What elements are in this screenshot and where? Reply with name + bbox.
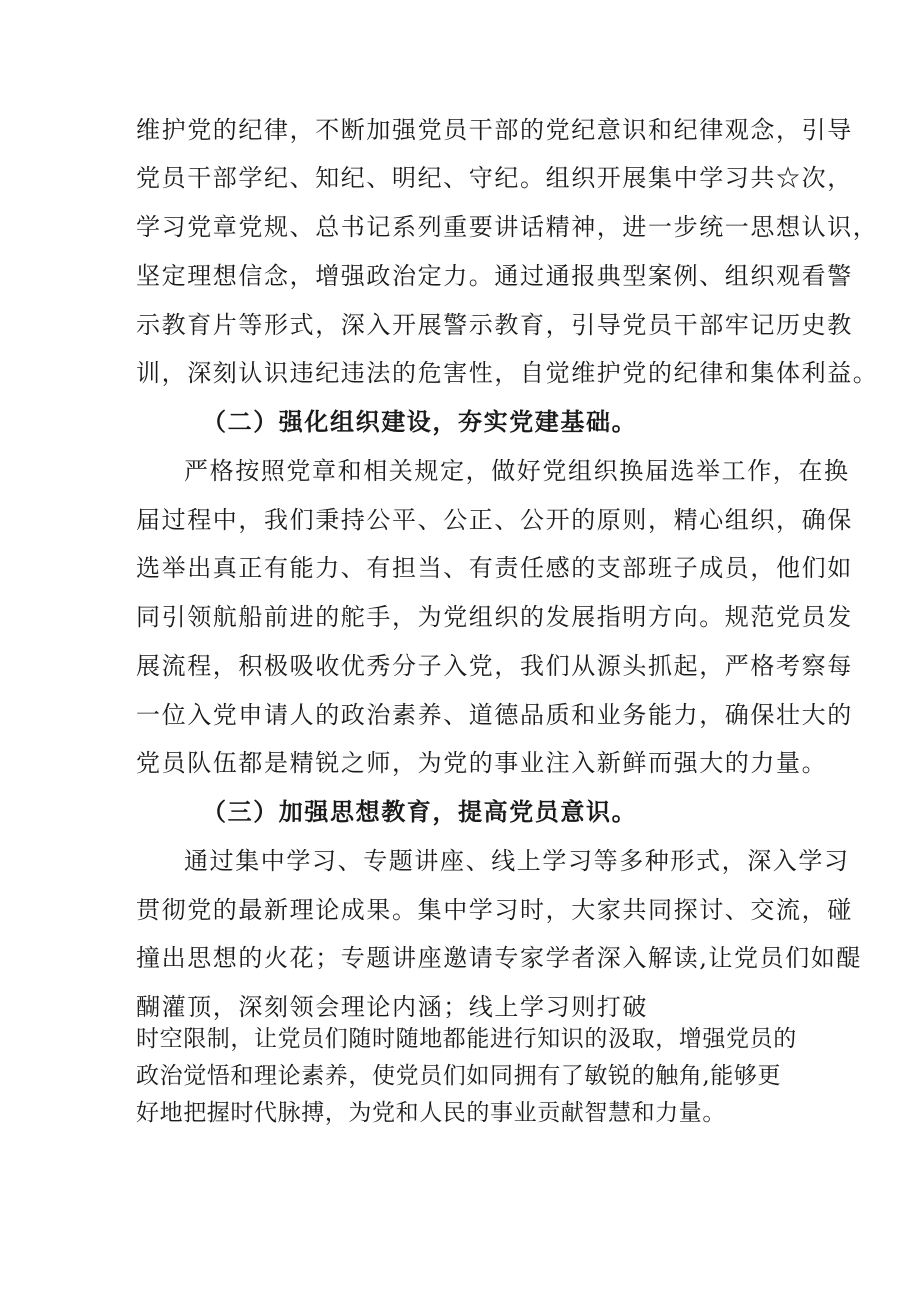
- para3-tail-line-3: 好地把握时代脉搏，为党和人民的事业贡献智慧和力量。: [136, 1100, 726, 1126]
- para2-line-7: 党员队伍都是精锐之师，为党的事业注入新鲜而强大的力量。: [136, 749, 828, 777]
- para1-line-2: 党员干部学纪、知纪、明纪、守纪。组织开展集中学习共☆次，: [136, 164, 853, 192]
- para2-line-5: 展流程，积极吸收优秀分子入党，我们从源头抓起，严格考察每: [136, 652, 853, 680]
- para1-line-1: 维护党的纪律，不断加强党员干部的党纪意识和纪律观念，引导: [136, 116, 853, 144]
- para2-line-3: 选举出真正有能力、有担当、有责任感的支部班子成员，他们如: [136, 554, 853, 582]
- para2-line-6: 一位入党申请人的政治素养、道德品质和业务能力，确保壮大的: [136, 701, 853, 729]
- para3-line-1: 通过集中学习、专题讲座、线上学习等多种形式，深入学习: [184, 847, 850, 875]
- para2-line-2: 届过程中，我们秉持公平、公正、公开的原则，精心组织，确保: [136, 506, 853, 534]
- section-heading-3: （三）加强思想教育，提高党员意识。: [202, 797, 638, 826]
- para3-tail-line-1: 时空限制，让党员们随时随地都能进行知识的汲取，增强党员的: [136, 1026, 797, 1052]
- para1-line-3: 学习党章党规、总书记系列重要讲话精神，进一步统一思想认识，: [136, 213, 879, 241]
- para3-tail-line-2: 政治觉悟和理论素养，使党员们如同拥有了敏锐的触角,能够更: [136, 1063, 782, 1089]
- para1-line-5: 示教育片等形式，深入开展警示教育，引导党员干部牢记历史教: [136, 311, 853, 339]
- para2-line-4: 同引领航船前进的舵手，为党组织的发展指明方向。规范党员发: [136, 603, 853, 631]
- para1-line-6: 训，深刻认识违纪违法的危害性，自觉维护党的纪律和集体利益。: [136, 359, 879, 387]
- section-heading-2: （二）强化组织建设，夯实党建基础。: [202, 407, 638, 436]
- para3-line-3: 撞出思想的火花；专题讲座邀请专家学者深入解读,让党员们如醍: [136, 944, 863, 972]
- para2-line-1: 严格按照党章和相关规定，做好党组织换届选举工作，在换: [184, 457, 850, 485]
- para1-line-4: 坚定理想信念，增强政治定力。通过通报典型案例、组织观看警: [136, 262, 853, 290]
- para3-line-4: 醐灌顶，深刻领会理论内涵；线上学习则打破: [136, 993, 648, 1021]
- para3-line-2: 贯彻党的最新理论成果。集中学习时，大家共同探讨、交流，碰: [136, 896, 853, 924]
